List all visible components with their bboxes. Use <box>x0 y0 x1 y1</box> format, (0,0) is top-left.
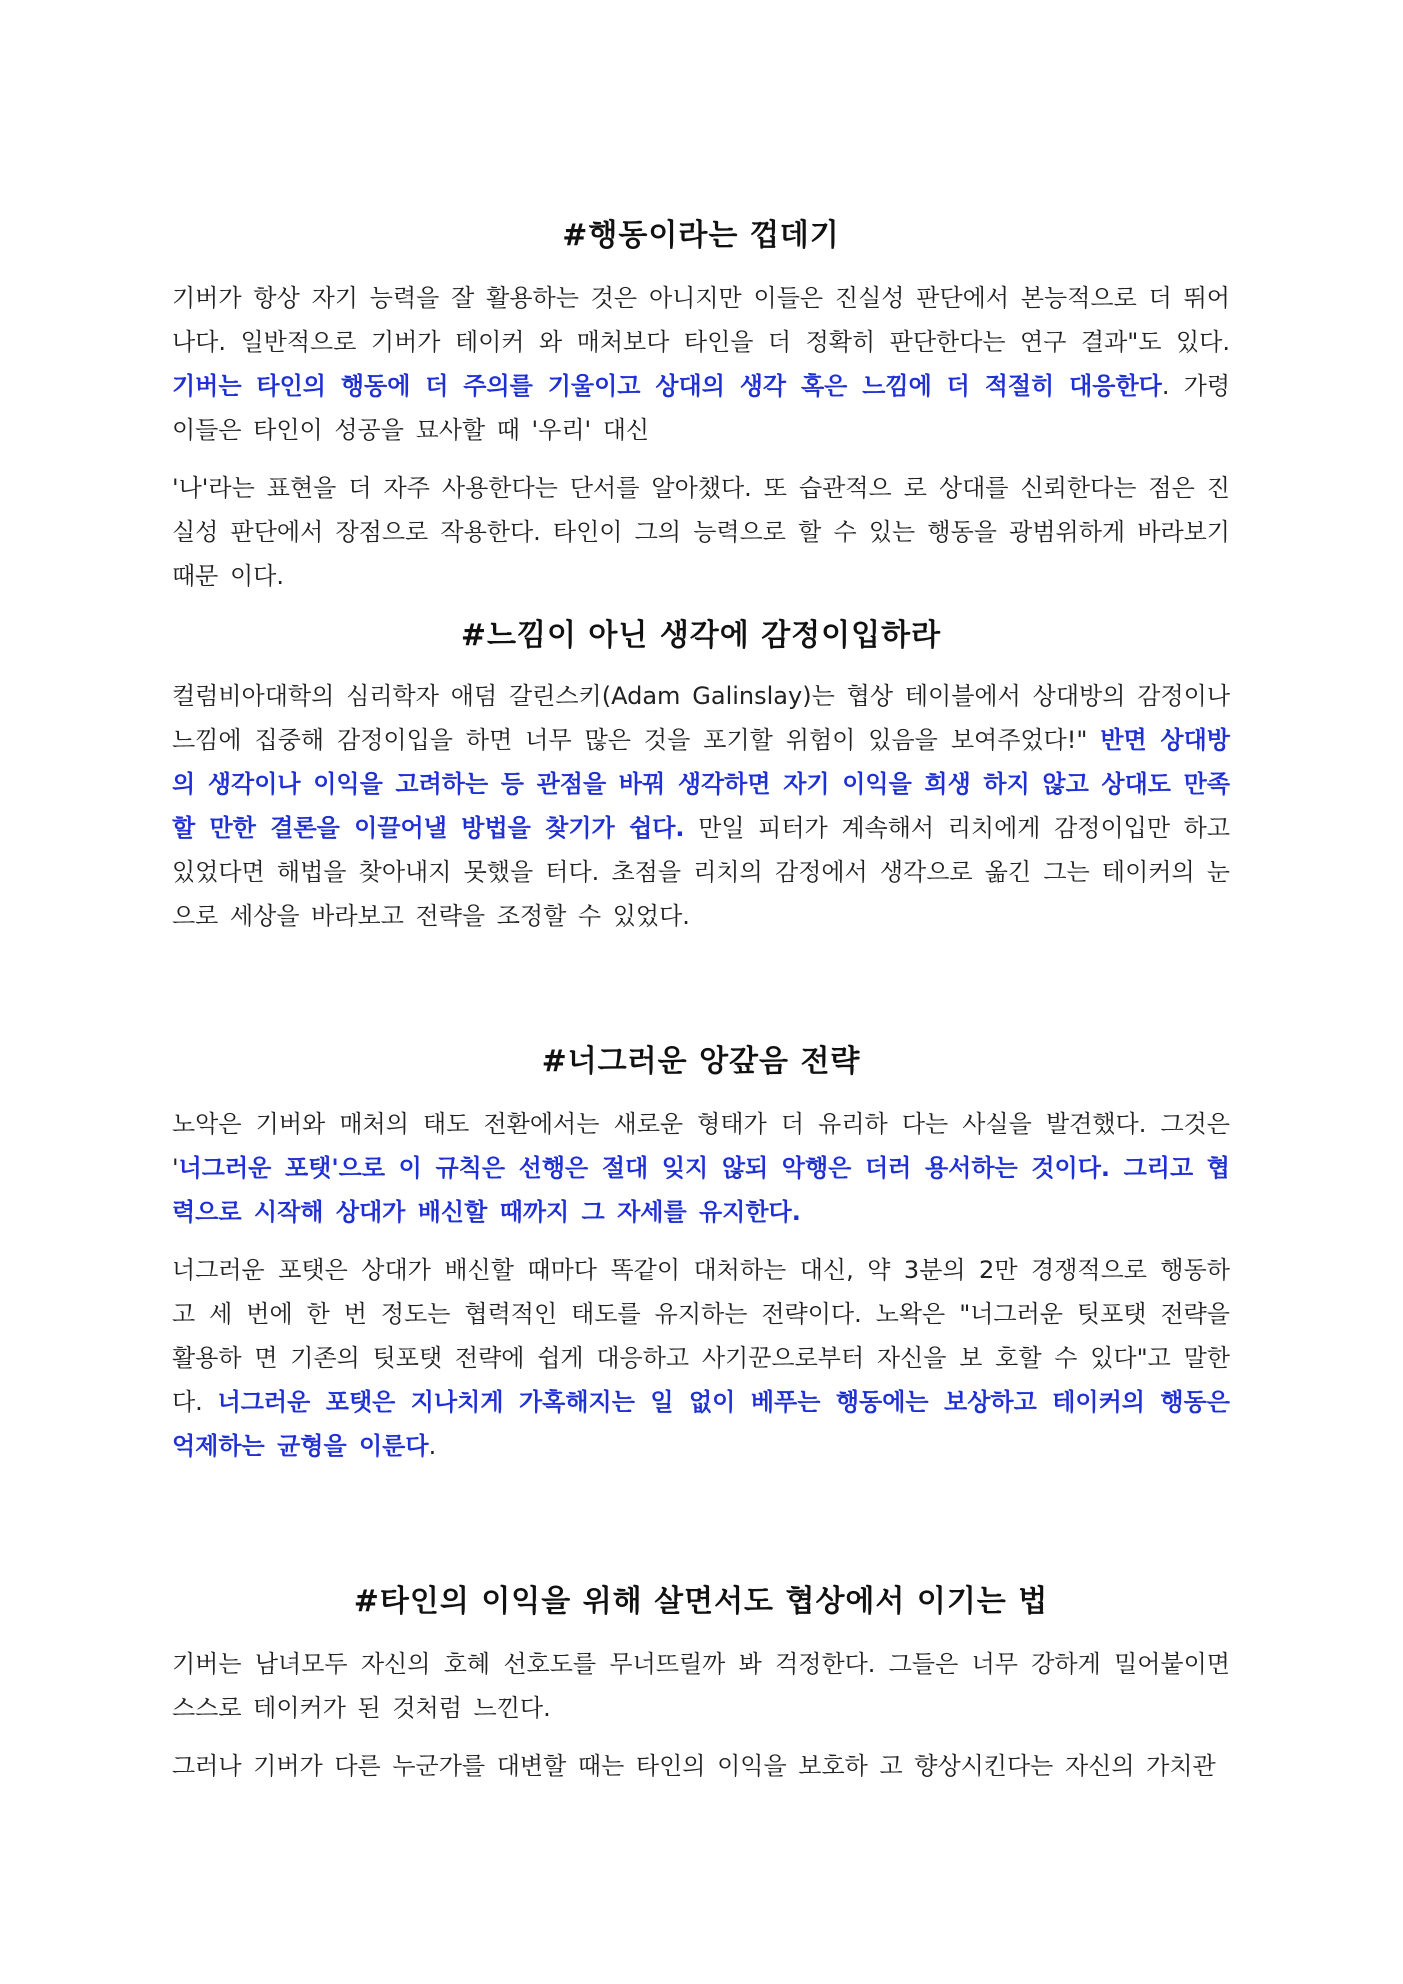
section-heading: #느낌이 아닌 생각에 감정이입하라 <box>460 618 942 653</box>
section-heading: #행동이라는 껍데기 <box>562 218 840 253</box>
section-empathize-thoughts <box>172 610 1230 938</box>
section-behavior-shell <box>172 210 1230 598</box>
paragraph-text: 너그러운 포탯은 상대가 배신할 때마다 똑같이 대처하는 대신, 약 3분의 2만 경쟁적으로 행동하고 세 번에 한 번 정도는 협력적인 태도를 유지하는 전략이다. 노왁은 "너그러운 팃포탯 전략을 활용하 면 기존의 팃포탯 전략에 쉽게 대응하고 사기꾼으로부터 자신을 보 호할 수 있다"고 말한다. <box>172 1256 1230 1416</box>
paragraph <box>172 674 1230 938</box>
spacer <box>172 1234 1230 1248</box>
section-heading: #타인의 이익을 위해 살면서도 협상에서 이기는 법 <box>353 1584 1049 1619</box>
paragraph: 기버는 남녀모두 자신의 호혜 선호도를 무너뜨릴까 봐 걱정한다. 그들은 너무 강하게 밀어붙이면 스스로 테이커가 된 것처럼 느낀다. <box>172 1650 1230 1722</box>
section-heading: #너그러운 앙갚음 전략 <box>541 1044 861 1079</box>
paragraph-text: . <box>428 1432 437 1460</box>
paragraph <box>172 1248 1230 1468</box>
paragraph-text: 노악은 기버와 매처의 태도 전환에서는 새로운 형태가 더 유리하 다는 사실을 발견했다. 그것은 ' <box>172 1110 1230 1182</box>
highlighted-text: 반면 상대방의 생각이나 이익을 고려하는 등 관점을 바꿔 생각하면 자기 이익을 희생 하지 않고 상대도 만족할 만한 결론을 이끌어낼 방법을 찾기가 쉽다. <box>172 726 1230 842</box>
spacer <box>172 1730 1230 1744</box>
paragraph-text: 기버가 항상 자기 능력을 잘 활용하는 것은 아니지만 이들은 진실성 판단에서 본능적으로 더 뛰어나다. 일반적으로 기버가 테이커 와 매처보다 타인을 더 정확히 판단한다는 연구 결과"도 있다. <box>172 284 1230 356</box>
paragraph: 그러나 기버가 다른 누군가를 대변할 때는 타인의 이익을 보호하 고 향상시킨다는 자신의 가치관 <box>172 1752 1216 1780</box>
paragraph-text: 컬럼비아대학의 심리학자 애덤 갈린스키(Adam Galinslay)는 협상 테이블에서 상대방의 감정이나 느낌에 집중해 감정이입을 하면 너무 많은 것을 포기할 위험이 있음을 보여주었다!" <box>172 682 1230 754</box>
paragraph <box>172 276 1230 452</box>
paragraph <box>172 1102 1230 1234</box>
paragraph-text: 만일 피터가 계속해서 리치에게 감정이입만 하고 있었다면 해법을 찾아내지 못했을 터다. 초점을 리치의 감정에서 생각으로 옮긴 그는 테이커의 눈으로 세상을 바라보고 전략을 조정할 수 있었다. <box>172 814 1231 930</box>
highlighted-text: 기버는 타인의 행동에 더 주의를 기울이고 상대의 생각 혹은 느낌에 더 적절히 대응한다 <box>172 372 1162 400</box>
spacer <box>172 452 1230 466</box>
section-generous-tit-for-tat <box>172 1036 1230 1468</box>
paragraph-text: . 가령 이들은 타인이 성공을 묘사할 때 '우리' 대신 <box>172 372 1230 444</box>
document-page <box>172 200 1230 1788</box>
paragraph: '나'라는 표현을 더 자주 사용한다는 단서를 알아챘다. 또 습관적으 로 상대를 신뢰한다는 점은 진실성 판단에서 장점으로 작용한다. 타인이 그의 능력으로 할 수 있는 행동을 광범위하게 바라보기 때문 이다. <box>172 474 1230 590</box>
highlighted-text: 너그러운 포탯'으로 이 규칙은 선행은 절대 잊지 않되 악행은 더러 용서하는 것이다. 그리고 협력으로 시작해 상대가 배신할 때까지 그 자세를 유지한다. <box>172 1154 1230 1226</box>
highlighted-text: 너그러운 포탯은 지나치게 가혹해지는 일 없이 베푸는 행동에는 보상하고 테이커의 행동은 억제하는 균형을 이룬다 <box>172 1388 1230 1460</box>
section-win-negotiation <box>172 1576 1230 1788</box>
